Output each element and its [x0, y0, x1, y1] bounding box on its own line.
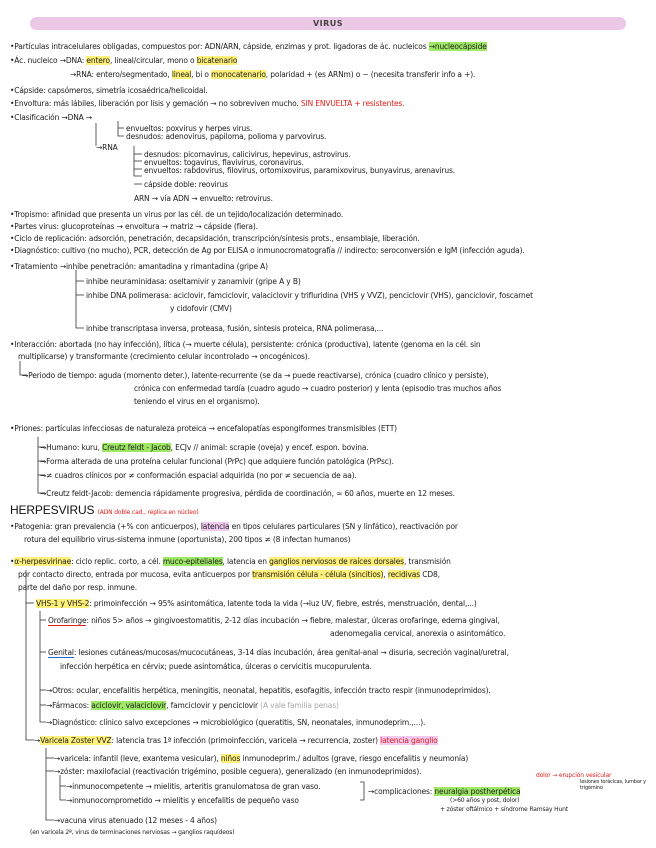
interaction-period: →Periodo de tiempo: aguda (momento deter.), latente-recurrente (se da → puede reactivarse), crónica (cuadro clínico y persiste), [22, 371, 489, 380]
herpes-pathogenesis-2: rotura del equilibrio virus-sistema inmune (oportunista), 200 tipos ≠ (8 infectan humanos) [24, 535, 351, 544]
prions-form: →Forma alterada de una proteína celular funcional (PrPc) que adquiere función patológica (PrPsc). [40, 457, 394, 466]
vzv-zoster: →zóster: maxilofacial (reactivación trigémino, posible ceguera), generalizado (en inmunodeprimidos). [54, 767, 422, 776]
classification-dna-naked: desnudos: adenovirus, papiloma, polioma y parvovirus. [126, 132, 327, 141]
zoster-pain-note: dolor → erupción vesicular [536, 772, 612, 779]
complications-age: (>60 años y post, dolor) [450, 797, 520, 804]
page-title: VIRUS [312, 19, 344, 28]
prions-line: •Priones: partículas infecciosas de naturaleza proteica → encefalopatías espongiformes transmisibles (ETT) [10, 424, 397, 433]
zoster-lesions-note: lesiones torácicas, lumbar y trigémino [580, 779, 646, 791]
prions-human: →Humano: kuru, Creutz feldt - Jacob, ECJv // animal: scrapie (oveja) y encef. espon. bovina. [40, 443, 369, 452]
interaction-line-2: multiplicarse) y transformante (crecimiento celular incontrolado → oncogénicos). [18, 352, 310, 361]
classification-rna-enveloped-minus: envueltos: rabdovirus, filovirus, ortomixovirus, paramixovirus, bunyavirus, arenavirus. [144, 166, 455, 175]
vhs-line: VHS-1 y VHS-2: primoinfección → 95% asintomática, latente toda la vida (→luz UV, fiebre, estrés, menstruación, dental,...) [36, 599, 477, 608]
immunocompetent-line: →inmunocompetente → mielitis, arteritis granulomatosa de gran vaso. [66, 782, 321, 791]
alpha-herpes-1: •α-herpesvirinae: ciclo replic. corto, a cél. muco-epiteliales, latencia en ganglios nerviosos de raíces dorsales, transmisión [10, 557, 451, 566]
nucleic-acid-dna: •Ác. nucleico →DNA: entero, lineal/circular, mono o bicatenario [10, 56, 238, 65]
genital-cont: infección herpética en cérvix; puede asintomática, úlceras o cervicitis mucopurulenta. [60, 662, 372, 671]
classification-rna-naked: desnudos: picornavirus, calicivirus, hepevirus, astrovirus. [144, 150, 351, 159]
treatment-reverse-transcriptase: inhibe transcriptasa inversa, proteasa, fusión, síntesis proteica, RNA polimerasa,... [86, 324, 384, 333]
diagnosis-line: •Diagnóstico: cultivo (no mucho), PCR, detección de Ag por ELISA o inmunocromatografía // indirecto: seroconversión e IgM (infección aguda). [10, 246, 525, 255]
classification-rna-double: cápside doble: reovirus [144, 180, 228, 189]
classification-rna: →RNA [96, 143, 118, 152]
capsid-line: •Cápside: capsómeros, simetría icosaédrica/helicoidal. [10, 86, 208, 95]
prions-cjd: →Creutz feldt-Jacob: demencia rápidamente progresiva, pérdida de coordinación, ≈ 60 años, muerte en 12 meses. [40, 489, 455, 498]
interaction-line-1: •Interacción: abortada (no hay infección), lítica (→ muerte célula), persistente: crónica (productiva), latente (genoma en la cél. sin [10, 340, 481, 349]
vzv-line: →Varicela Zoster VVZ: latencia tras 1ª infección (primoinfección, varicela → recurrencia, zoster) latencia ganglio [34, 736, 438, 745]
zoster-complications: →complicaciones: neuralgia postherpética [368, 787, 521, 796]
interaction-period-cont-1: crónica con enfermedad tardía (cuadro agudo → cuadro posterior) y lenta (episodio tras muchos años [134, 384, 502, 393]
tropism-line: •Tropismo: afinidad que presenta un virus por las cél. de un tejido/localización determinado. [10, 210, 344, 219]
vzv-varicela: →varicela: infantil (leve, exantema vesicular), niños inmunodeprim./ adultos (grave, riesgo encefalitis y neumonía) [54, 754, 469, 763]
vhs-diagnosis: →Diagnóstico: clínico salvo excepciones → microbiológico (queratitis, SN, neonatales, inmunodeprim.,...). [46, 718, 426, 727]
treatment-dna-polymerase-cont: y cidofovir (CMV) [170, 304, 232, 313]
treatment-root: •Tratamiento →inhibe penetración: amantadina y rimantadina (gripe A) [10, 262, 268, 271]
immunocompromised-line: →inmunocomprometido → mielitis y encefalitis de pequeño vaso [66, 796, 299, 805]
alpha-herpes-2: por contacto directo, entrada por mucosa, evita anticuerpos por transmisión célula - célula (sincitios), recidivas CD8, [18, 570, 440, 579]
classification-rna-enveloped-plus: envueltos: togavirus, flavivirus, coronavirus. [144, 158, 304, 167]
classification-retro: ARN → vía ADN → envuelto: retrovirus. [134, 194, 273, 203]
envelope-line: •Envoltura: más lábiles, liberación por lisis y gemación → no sobreviven mucho. SIN ENVUELTA + resistentes. [10, 99, 405, 108]
herpes-heading: HERPESVIRUS (ADN doble cad., replica en núcleo) [10, 503, 199, 517]
classification-dna-enveloped: envueltos: poxvirus y herpes virus. [126, 124, 253, 133]
orofaringe-line: Orofaringe: niños 5> años → gingivoestomatitis, 2-12 días incubación → fiebre, malestar, úlceras orofaringe, edema gingival, [48, 616, 500, 625]
replication-cycle-line: •Ciclo de replicación: adsorción, penetración, decapsidación, transcripción/síntesis prots., ensamblaje, liberación. [10, 234, 420, 243]
orofaringe-cont: adenomegalia cervical, anorexia o asintomático. [330, 629, 506, 638]
vhs-drugs: →Fármacos: aciclovir, valaciclovir, famciclovir y penciclovir (A vale familia penas) [46, 701, 339, 710]
nucleic-acid-rna: →RNA: entero/segmentado, lineal, bi o monocatenario, polaridad + (es ARNm) o − (necesita transferir info a +). [70, 70, 476, 79]
vzv-vaccine: →vacuna virus atenuado (12 meses - 4 años) [54, 816, 217, 825]
virus-parts-line: •Partes virus: glucoproteínas → envoltura → matriz → cápside (fiera). [10, 222, 258, 231]
herpes-pathogenesis-1: •Patogenia: gran prevalencia (+% con anticuerpos), latencia en tipos celulares particulares (SN y linfático), reactivación por [10, 522, 458, 531]
alpha-herpes-3: parte del daño por resp. inmune. [18, 583, 137, 592]
treatment-dna-polymerase: inhibe DNA polimerasa: aciclovir, famciclovir, valaciclovir y trifluridina (VHS y VVZ), penciclovir (VHS), ganciclovir, foscarnet [86, 291, 533, 300]
prions-clinical: →≠ cuadros clínicos por ≠ conformación espacial adquirida (no por ≠ secuencia de aa). [40, 471, 357, 480]
complications-extra: + zóster oftálmico + síndrome Ramsay Hunt [440, 806, 568, 813]
definition-line: •Partículas intracelulares obligadas, compuestos por: ADN/ARN, cápside, enzimas y prot. ligadoras de ác. nucleicos →nucleocápside [10, 42, 487, 51]
classification-root: •Clasificación →DNA → [10, 113, 93, 122]
footnote: (en varicela 2ª, virus de terminaciones nerviosas → ganglios raquídeos) [30, 829, 235, 836]
interaction-period-cont-2: teniendo el virus en el organismo). [134, 397, 260, 406]
treatment-neuraminidase: inhibe neuraminidasa: oseltamivir y zanamivir (gripe A y B) [86, 277, 301, 286]
vhs-other: →Otros: ocular, encefalitis herpética, meningitis, neonatal, hepatitis, esofagitis, infección tracto respir (inmunodeprimidos). [46, 686, 491, 695]
genital-line: Genital: lesiones cutáneas/mucosas/mucocutáneas, 3-14 días incubación, área genital-anal → disuria, secreción vaginal/uretral, [48, 648, 509, 657]
